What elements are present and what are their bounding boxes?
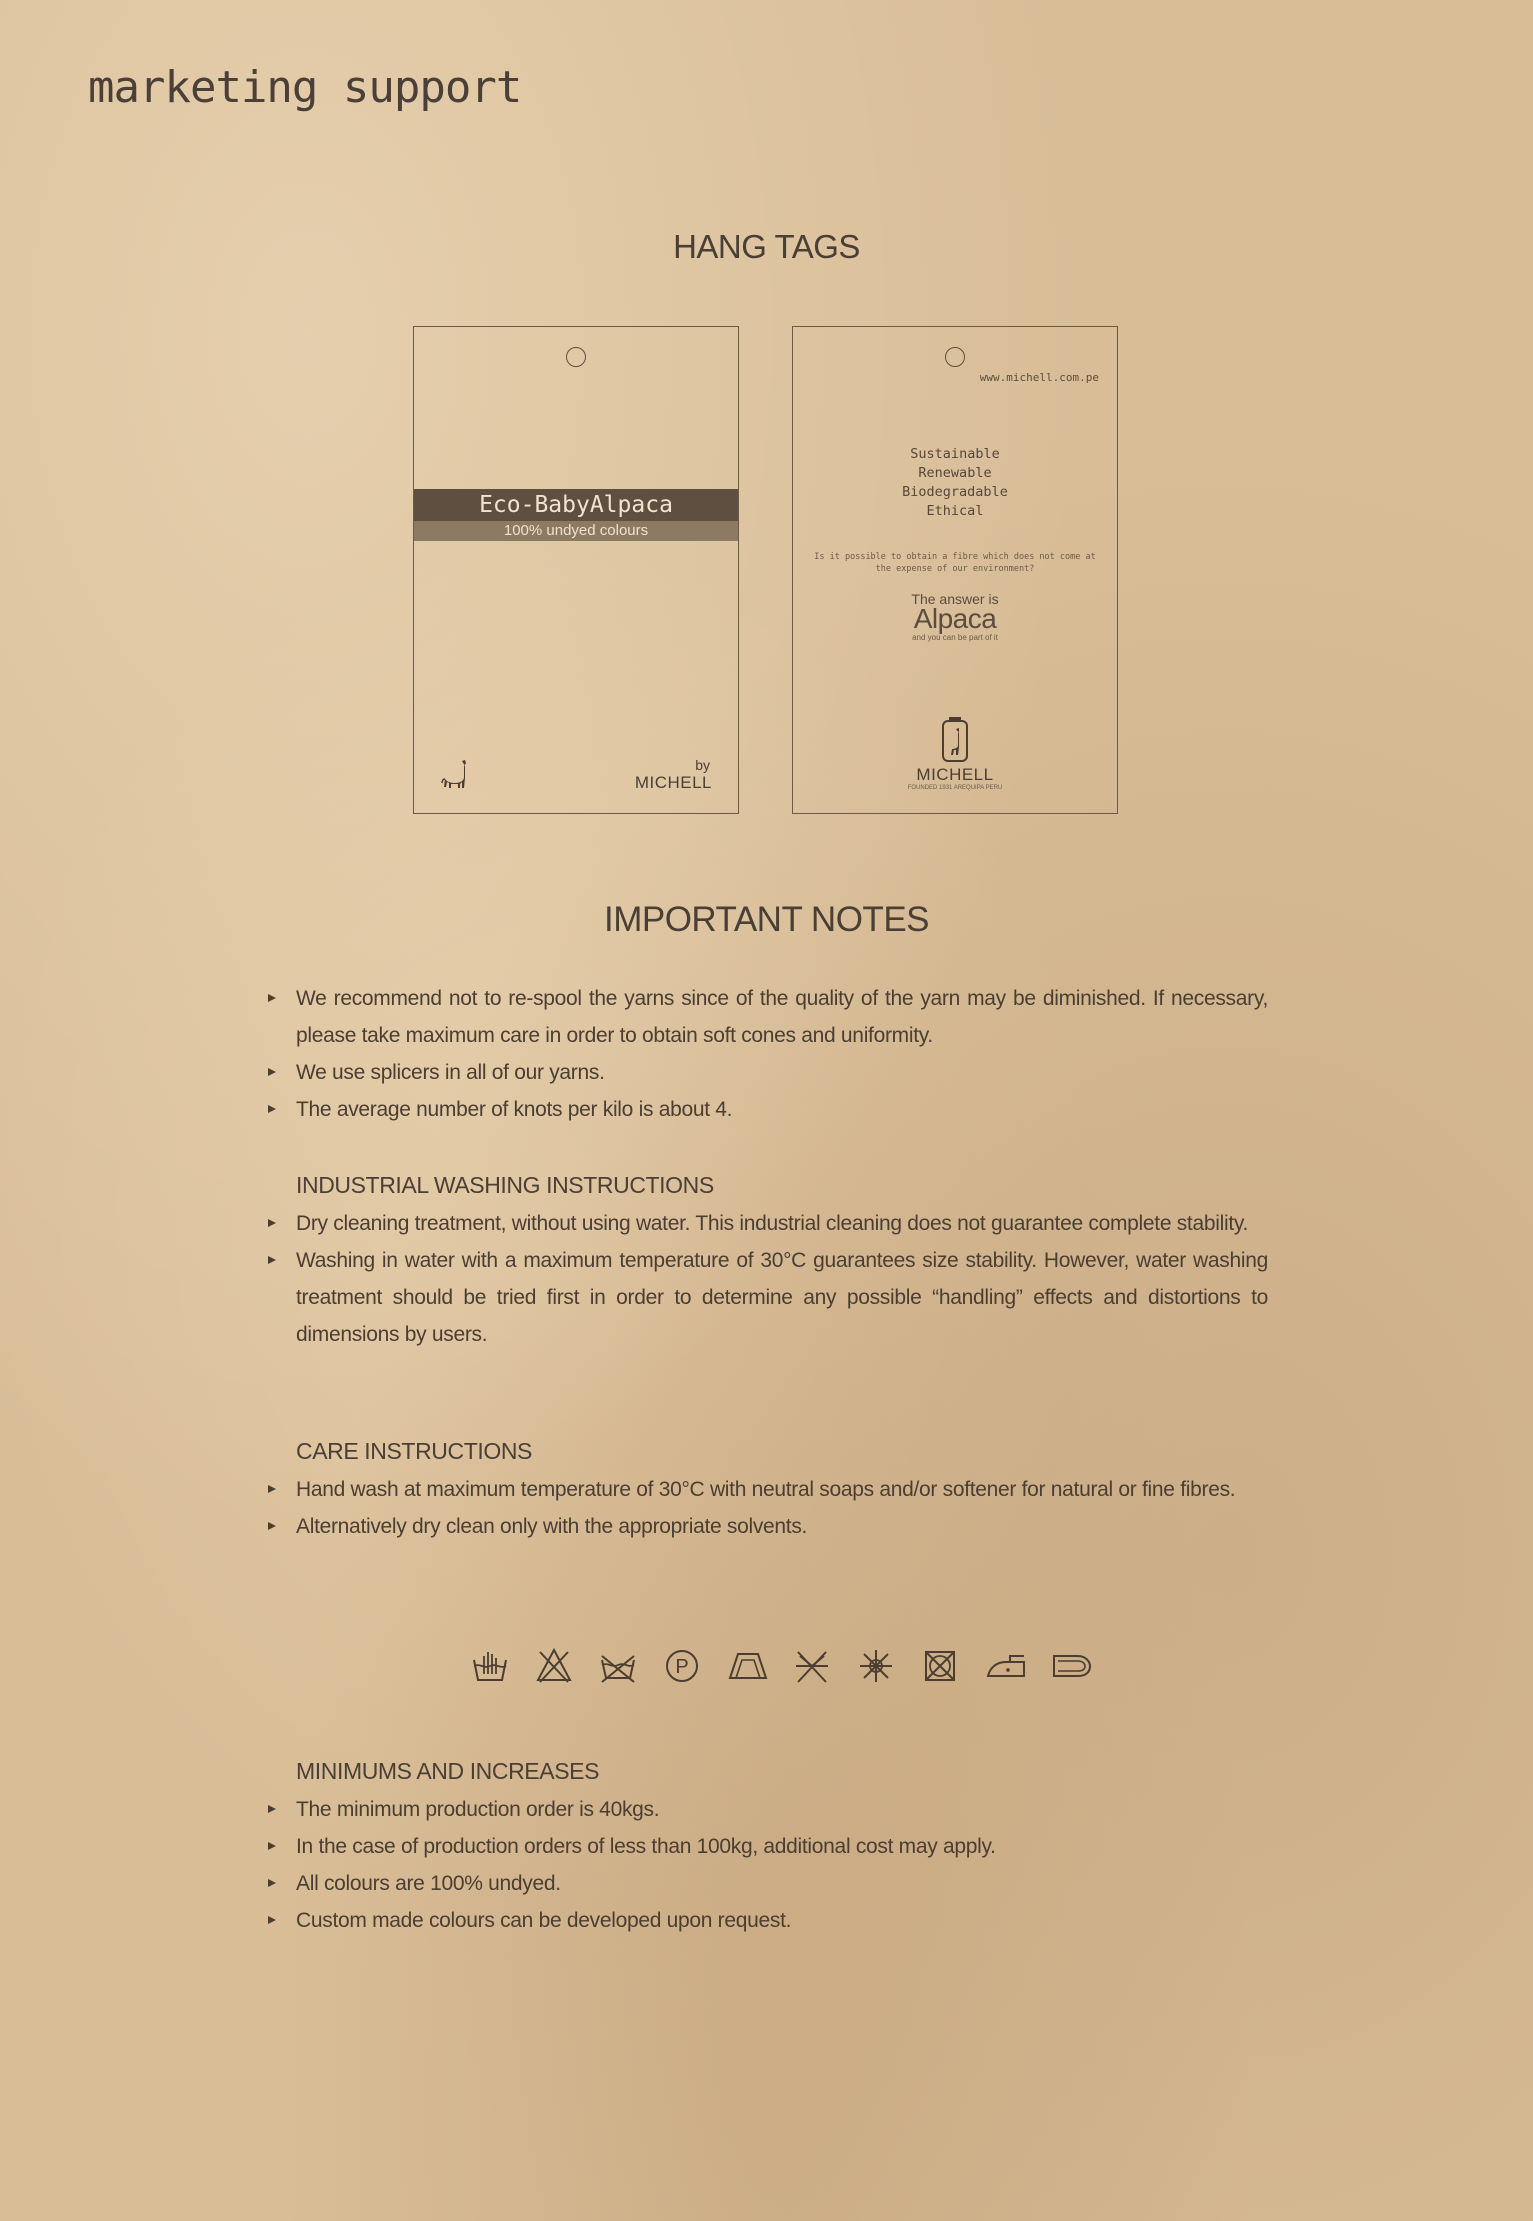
hang-tag-front bbox=[413, 326, 739, 814]
care-symbols-row bbox=[470, 1646, 1090, 1690]
bullet-icon bbox=[268, 1219, 276, 1227]
dry-flat-icon bbox=[726, 1646, 770, 1686]
list-item-text: Hand wash at maximum temperature of 30°C with neutral soaps and/or softener for natural or fine fibres. bbox=[296, 1478, 1236, 1501]
tag-by-label: by bbox=[695, 757, 710, 773]
tag-hole bbox=[566, 347, 586, 367]
tag-question: Is it possible to obtain a fibre which does not come at the expense of our environment? bbox=[814, 552, 1096, 574]
bullet-icon bbox=[268, 1842, 276, 1850]
tag-answer: The answer is bbox=[911, 591, 999, 607]
list-item bbox=[268, 1902, 1268, 1939]
bullet-icon bbox=[268, 1522, 276, 1530]
page-header-title: marketing support bbox=[88, 62, 522, 113]
bullet-icon bbox=[268, 1068, 276, 1076]
tag-brand-tagline: FOUNDED 1931 AREQUIPA PERU bbox=[907, 785, 1003, 791]
list-item-text: We use splicers in all of our yarns. bbox=[296, 1061, 605, 1084]
tag-hole bbox=[945, 347, 965, 367]
bullet-icon bbox=[268, 1256, 276, 1264]
do-not-wring-icon bbox=[856, 1646, 896, 1686]
dry-clean-p-icon bbox=[662, 1646, 702, 1686]
tag-alpaca-word: Alpaca bbox=[913, 603, 997, 634]
list-item bbox=[268, 1865, 1268, 1902]
do-not-bleach-icon bbox=[534, 1646, 574, 1686]
list-item bbox=[268, 1091, 1268, 1128]
list-item bbox=[268, 1054, 1268, 1091]
important-notes-list bbox=[268, 980, 1268, 1128]
bullet-icon bbox=[268, 1916, 276, 1924]
list-item-text: Washing in water with a maximum temperature of 30°C guarantees size stability. However, water washing treatment should be tried first in order to determine any possible “handling” effects and distortions to dimensions by users. bbox=[296, 1249, 1268, 1346]
tag-brand: MICHELL bbox=[916, 765, 994, 784]
hang-tags-heading: HANG TAGS bbox=[673, 228, 860, 265]
bullet-icon bbox=[268, 1805, 276, 1813]
industrial-washing-heading: INDUSTRIAL WASHING INSTRUCTIONS bbox=[296, 1172, 714, 1198]
tag-product-subtitle: 100% undyed colours bbox=[414, 521, 738, 541]
minimums-heading: MINIMUMS AND INCREASES bbox=[296, 1758, 600, 1784]
alpaca-bottle-logo-icon bbox=[941, 717, 969, 763]
do-not-wash-icon bbox=[598, 1646, 638, 1686]
list-item-text: In the case of production orders of less than 100kg, additional cost may apply. bbox=[296, 1835, 996, 1858]
industrial-washing-section bbox=[268, 1172, 1268, 1353]
tag-value: Renewable bbox=[918, 465, 992, 481]
bullet-icon bbox=[268, 1105, 276, 1113]
care-instructions-section bbox=[268, 1438, 1268, 1545]
list-item-text: Dry cleaning treatment, without using water. This industrial cleaning does not guarantee complete stability. bbox=[296, 1212, 1249, 1235]
list-item bbox=[268, 1242, 1268, 1353]
tag-value: Biodegradable bbox=[902, 484, 1008, 500]
list-item-text: We recommend not to re-spool the yarns since of the quality of the yarn may be diminished. If necessary, please take maximum care in order to obtain soft cones and uniformity. bbox=[296, 987, 1268, 1047]
tag-part-of-it: and you can be part of it bbox=[912, 633, 998, 642]
do-not-dry-icon bbox=[792, 1646, 832, 1686]
bullet-icon bbox=[268, 1879, 276, 1887]
tag-value: Sustainable bbox=[910, 446, 1000, 462]
svg-text:P: P bbox=[675, 1656, 689, 1678]
do-not-tumble-dry-icon bbox=[920, 1646, 960, 1686]
bullet-icon bbox=[268, 994, 276, 1002]
tag-url: www.michell.com.pe bbox=[979, 371, 1099, 384]
tag-value: Ethical bbox=[926, 503, 984, 519]
minimums-section bbox=[268, 1758, 1268, 1939]
list-item bbox=[268, 1828, 1268, 1865]
list-item bbox=[268, 1791, 1268, 1828]
list-item-text: The average number of knots per kilo is about 4. bbox=[296, 1098, 733, 1121]
important-notes-heading: IMPORTANT NOTES bbox=[603, 900, 930, 939]
tag-product-name: Eco-BabyAlpaca bbox=[414, 489, 738, 521]
iron-steam-icon bbox=[1050, 1646, 1094, 1686]
tag-brand: MICHELL bbox=[634, 773, 712, 792]
bullet-icon bbox=[268, 1485, 276, 1493]
list-item-text: All colours are 100% undyed. bbox=[296, 1872, 561, 1895]
iron-low-icon bbox=[984, 1646, 1028, 1686]
tag-values-list bbox=[793, 445, 1117, 521]
alpaca-icon bbox=[438, 757, 472, 791]
list-item bbox=[268, 980, 1268, 1054]
list-item-text: The minimum production order is 40kgs. bbox=[296, 1798, 660, 1821]
list-item bbox=[268, 1205, 1268, 1242]
hand-wash-icon bbox=[470, 1646, 510, 1686]
care-instructions-heading: CARE INSTRUCTIONS bbox=[296, 1438, 532, 1464]
list-item bbox=[268, 1471, 1268, 1508]
hang-tag-back bbox=[792, 326, 1118, 814]
list-item-text: Alternatively dry clean only with the appropriate solvents. bbox=[296, 1515, 808, 1538]
list-item bbox=[268, 1508, 1268, 1545]
list-item-text: Custom made colours can be developed upon request. bbox=[296, 1909, 792, 1932]
